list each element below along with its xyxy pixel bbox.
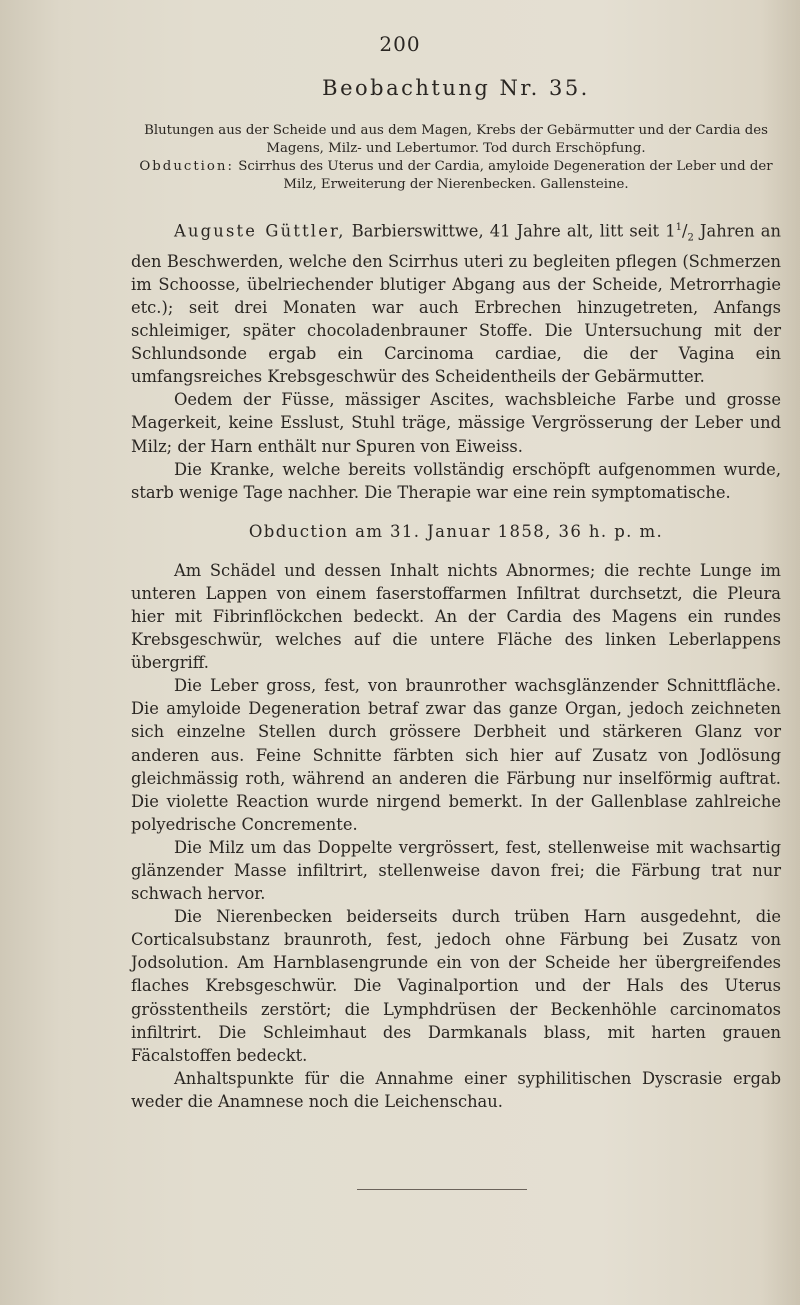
history-paragraph-2: Oedem der Füsse, mässiger Ascites, wachsbleiche Farbe und grosse Magerkeit, keine Esslust, Stuhl träge, mässige Vergrösserung der Leber und Milz; der Harn enthält nur Spuren von Eiweiss. (131, 390, 781, 456)
history-p1-start: Barbierswittwe, 41 Jahre alt, litt seit 1 (351, 221, 676, 241)
summary-symptoms: Blutungen aus der Scheide und aus dem Magen, Krebs der Gebärmutter und der Cardia des Magens, Milz- und Lebertumor. Tod durch Erschöpfung. (144, 123, 768, 156)
obduction-paragraph-1: Am Schädel und dessen Inhalt nichts Abnormes; die rechte Lunge im unteren Lappen von einem faserstoffarmen Infiltrat durchsetzt, die Pleura hier mit Fibrinflöckchen bedeckt. An der Cardia des Magens ein rundes Krebsgeschwür, welches auf die untere Fläche des linken Leberlappens übergriff. (131, 560, 781, 673)
case-history (131, 216, 781, 504)
summary-obduction-label: Obduction: (139, 159, 234, 174)
obduction-paragraph-4: Die Nierenbecken beiderseits durch trüben Harn ausgedehnt, die Corticalsubstanz braunroth, fest, jedoch ohne Färbung bei Zusatz von Jodsolution. Am Harnblasengrunde ein von der Scheide her übergreifendes flaches Krebsgeschwür. Die Vaginalportion und der Hals des Uterus grösstentheils zerstört; die Lymphdrüsen der Beckenhöhle carcinomatos infiltrirt. Die Schleimhaut des Darmkanals blass, mit harten grauen Fäcalstoffen bedeckt. (131, 907, 781, 1065)
content (131, 70, 781, 1113)
observation-title: Beobachtung Nr. 35. (322, 76, 590, 100)
patient-name: Auguste Güttler, (174, 221, 346, 241)
obduction-heading: Obduction am 31. Januar 1858, 36 h. p. m. (248, 521, 664, 541)
obduction-paragraph-5: Anhaltspunkte für die Annahme einer syphilitischen Dyscrasie ergab weder die Anamnese noch die Leichenschau. (131, 1068, 781, 1111)
page-number: 200 (379, 32, 421, 56)
summary-obduction (131, 158, 781, 194)
end-rule (357, 1189, 527, 1190)
fraction-numerator: 1 (675, 222, 682, 233)
history-p1-rest: Jahren an den Beschwerden, welche den Scirrhus uteri zu begleiten pflegen (Schmerzen im Schoosse, übelriechender blutiger Abgang aus der Scheide, Metrorrhagie etc.); seit drei Monaten war auch Erbrechen hinzugetreten, Anfangs schleimiger, später chocoladenbrauner Stoffe. Die Untersuchung mit der Schlundsonde ergab ein Carcinoma cardiae, die der Vagina ein umfangsreiches Krebsgeschwür des Scheidentheils der Gebärmutter. (131, 221, 781, 387)
obduction-paragraph-3: Die Milz um das Doppelte vergrössert, fest, stellenweise mit wachsartig glänzender Masse infiltrirt, stellenweise davon frei; die Färbung trat nur schwach hervor. (131, 837, 781, 904)
case-summary (131, 122, 781, 194)
obduction-paragraph-2: Die Leber gross, fest, von braunrother wachsglänzender Schnittfläche. Die amyloide Degeneration betraf zwar das ganze Organ, jedoch zeichneten sich einzelne Stellen durch grössere Derbheit und stärkeren Glanz vor anderen aus. Feine Schnitte färbten sich hier auf Zusatz von Jodlösung gleichmässig roth, während an anderen die Färbung nur inselförmig auftrat. Die violette Reaction wurde nirgend bemerkt. In der Gallenblase zahlreiche polyedrische Concremente. (131, 676, 781, 834)
summary-obduction-text: Scirrhus des Uterus und der Cardia, amyloide Degeneration der Leber und der Milz, Erweiterung der Nierenbecken. Gallensteine. (238, 159, 773, 192)
history-paragraph-3: Die Kranke, welche bereits vollständig erschöpft aufgenommen wurde, starb wenige Tage nachher. Die Therapie war eine rein symptomatische. (131, 459, 781, 502)
fraction-denominator: 2 (687, 232, 694, 244)
history-paragraph-1: Auguste Güttler, Barbierswittwe, 41 Jahre alt, litt seit $1^1/_2$ Jahren an den Beschwerden, welche den Scirrhus uteri zu begleiten pflegen (Schmerzen im Schoosse, übelriechender blutiger Abgang aus der Scheide, Metrorrhagie etc.); seit drei Monaten war auch Erbrechen hinzugetreten, Anfangs schleimiger, später chocoladenbrauner Stoffe. Die Untersuchung mit der Schlundsonde ergab ein Carcinoma cardiae, die der Vagina ein umfangsreiches Krebsgeschwür des Scheidentheils der Gebärmutter. (131, 221, 781, 387)
obduction-findings (131, 559, 781, 1113)
